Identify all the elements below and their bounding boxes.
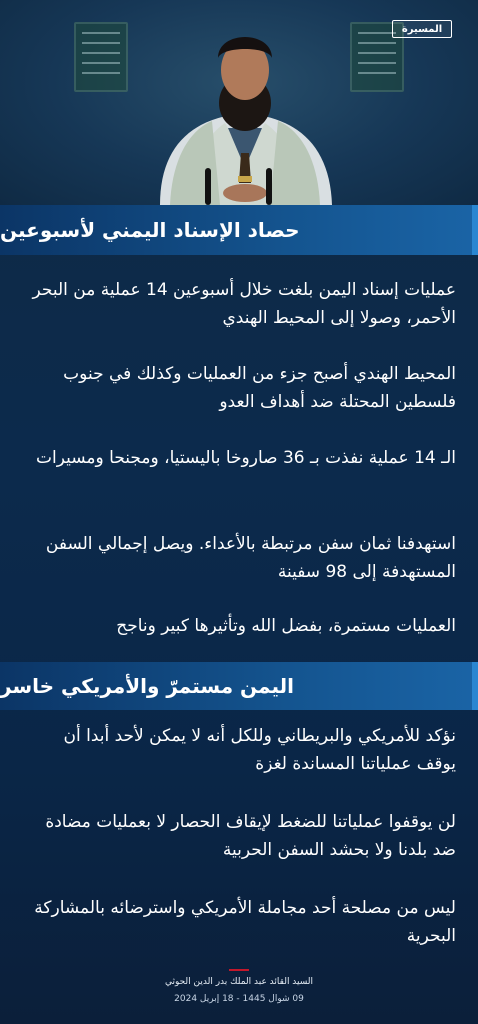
paragraph: المحيط الهندي أصبح جزء من العمليات وكذلك في جنوب فلسطين المحتلة ضد أهداف العدو <box>63 364 456 412</box>
date-credit: 09 شوال 1445 - 18 إبريل 2024 <box>174 994 304 1004</box>
page-title: حصاد الإسناد اليمني لأسبوعين <box>0 218 300 242</box>
paragraph: استهدفنا ثمان سفن مرتبطة بالأعداء. ويصل إجمالي السفن المستهدفة إلى 98 سفينة <box>45 534 456 582</box>
paragraph: لن يوقفوا عملياتنا للضغط لإيقاف الحصار لا بعمليات مضادة ضد بلدنا ولا بحشد السفن الحربية <box>45 812 456 860</box>
paragraph: نؤكد للأمريكي والبريطاني وللكل أنه لا يمكن لأحد أبدا أن يوقف عملياتنا المساندة لغزة <box>63 726 456 774</box>
speaker-credit: السيد القائد عبد الملك بدر الدين الحوثي <box>164 977 314 987</box>
credit-divider <box>229 969 249 971</box>
paragraph: العمليات مستمرة، بفضل الله وتأثيرها كبير وناجح <box>116 616 456 636</box>
paragraph: عمليات إسناد اليمن بلغت خلال أسبوعين 14 عملية من البحر الأحمر، وصولا إلى المحيط الهندي <box>32 280 456 328</box>
banner-accent <box>472 662 478 710</box>
speaker-portrait <box>150 18 340 205</box>
hero-image <box>0 0 478 205</box>
title-banner <box>0 205 478 255</box>
wall-plaque-left <box>74 22 128 92</box>
paragraph: الـ 14 عملية نفذت بـ 36 صاروخا باليستيا، ومجنحا ومسيرات <box>36 448 456 468</box>
microphone-left <box>205 168 211 205</box>
paragraph: ليس من مصلحة أحد مجاملة الأمريكي واسترضائه بالمشاركة البحرية <box>34 898 456 946</box>
channel-logo: المسيرة <box>392 20 452 38</box>
section-title: اليمن مستمرّ والأمريكي خاسر <box>0 674 294 698</box>
banner-accent <box>472 205 478 255</box>
microphone-right <box>266 168 272 205</box>
section-banner <box>0 662 478 710</box>
